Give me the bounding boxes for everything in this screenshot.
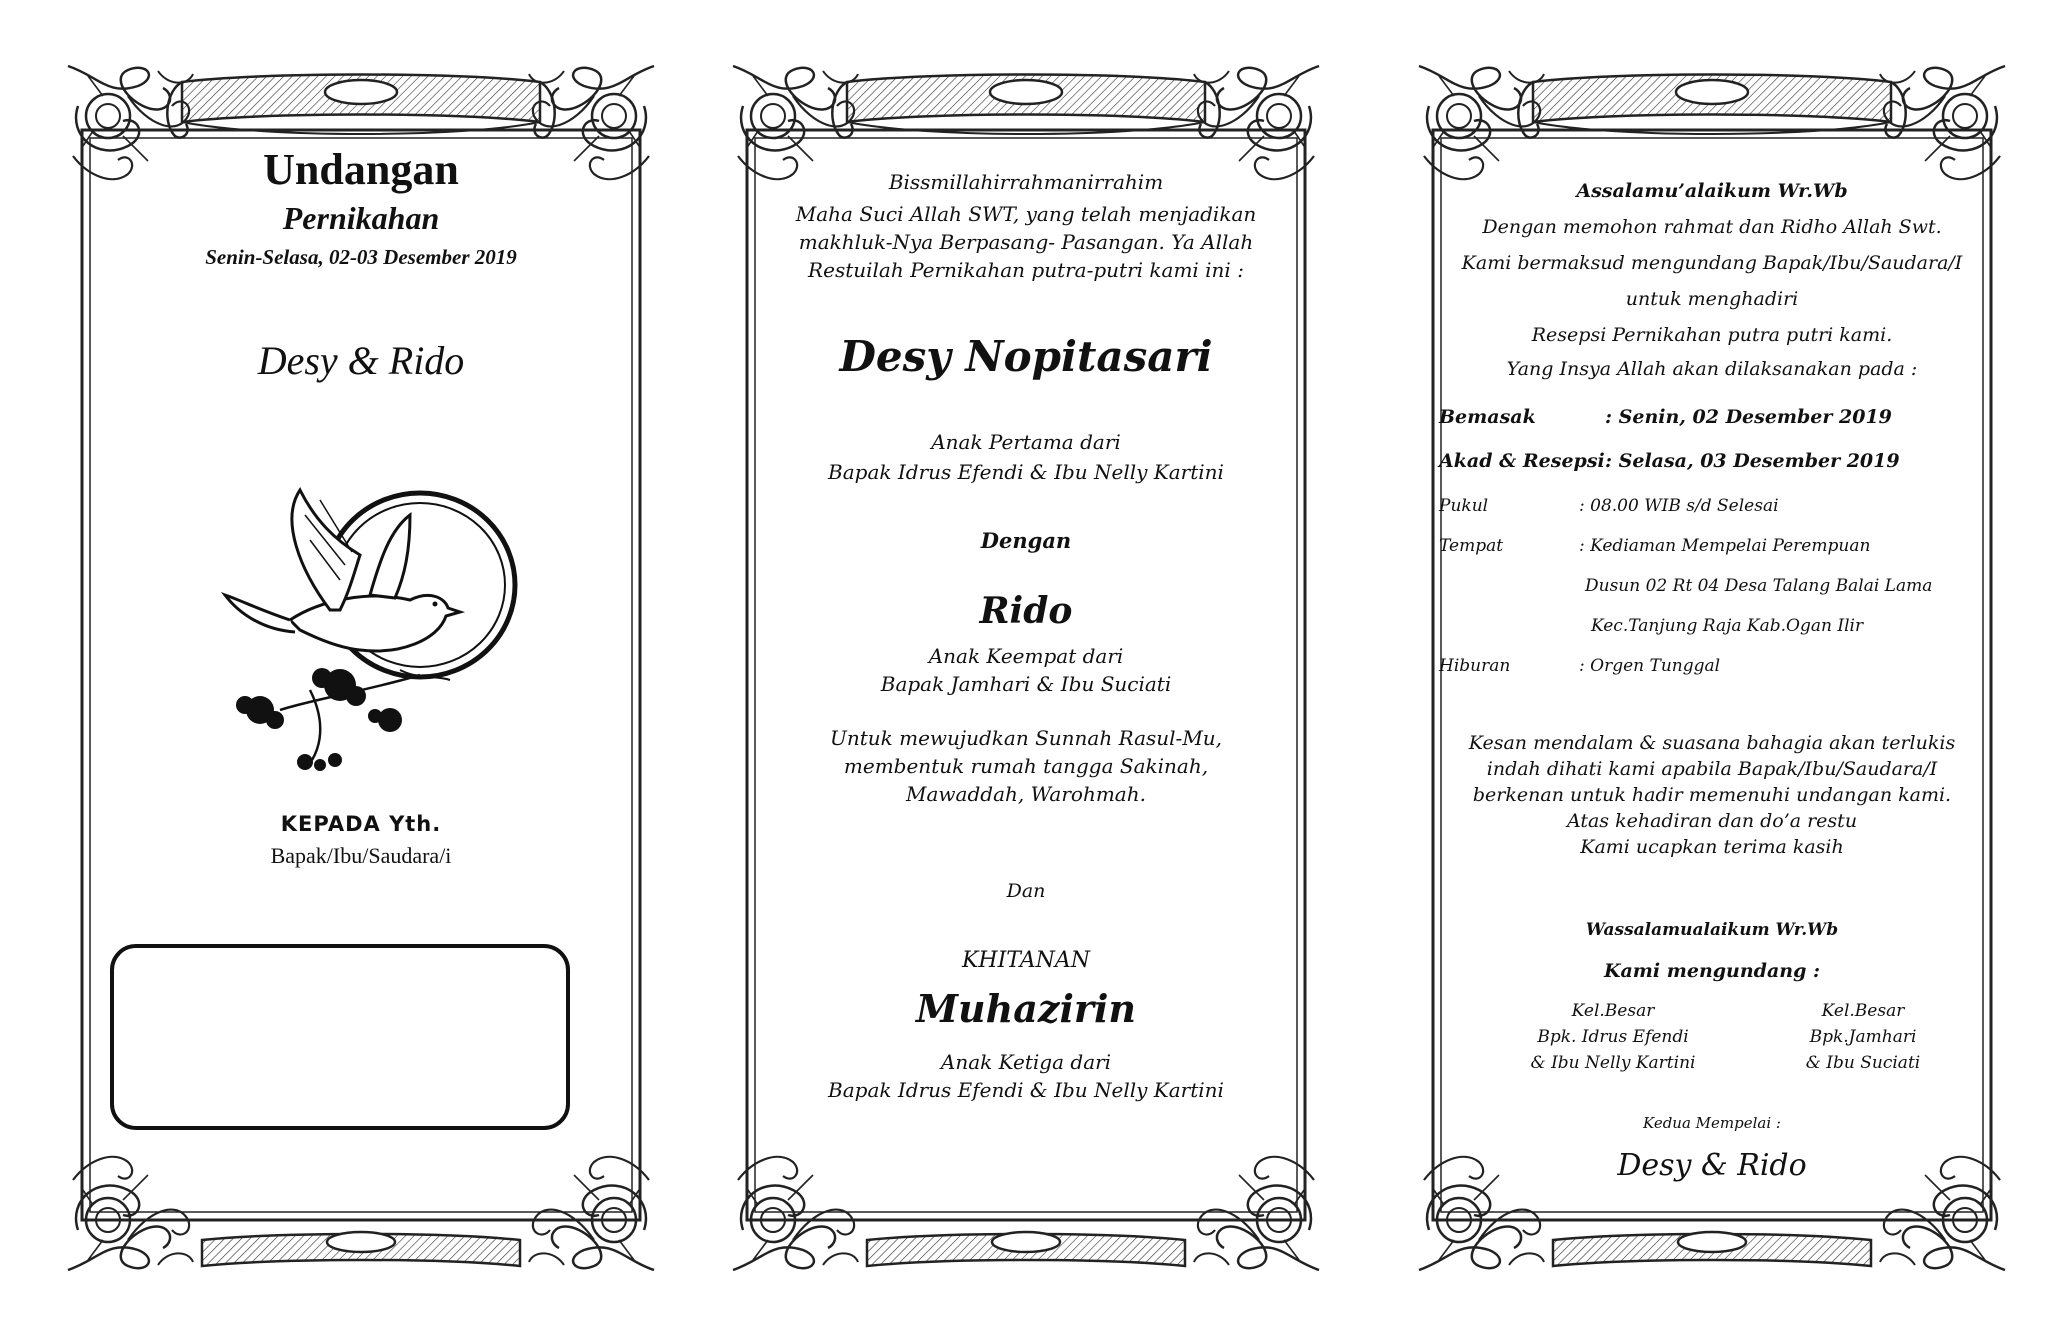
with-text: Dengan: [980, 528, 1072, 553]
middle-content: [767, 60, 1285, 1276]
closing-line-4: Atas kehadiran dan do’a restu: [1566, 810, 1858, 832]
address-box: [110, 944, 570, 1130]
schedule-label: Bemasak: [1439, 406, 1536, 428]
inviter-family-right: [1743, 998, 1983, 1076]
prayer-line-1: Maha Suci Allah SWT, yang telah menjadikan: [795, 202, 1257, 226]
details-panel: [1413, 60, 2011, 1276]
details-content: [1439, 60, 1971, 1276]
recipient-heading: KEPADA Yth.: [280, 812, 442, 836]
detail-label: Pukul: [1439, 496, 1489, 516]
groom-name: Rido: [979, 590, 1073, 632]
detail-value: : 08.00 WIB s/d Selesai: [1579, 496, 1779, 516]
detail-value: : Orgen Tunggal: [1579, 656, 1721, 676]
couple-signature: Desy & Rido: [1617, 1148, 1807, 1183]
schedule-label: Akad & Resepsi: [1439, 450, 1605, 472]
couple-names: Desy & Rido: [257, 338, 465, 383]
bismillah-text: Bissmillahirrahmanirrahim: [888, 170, 1164, 194]
inviter-line: & Ibu Suciati: [1805, 1053, 1921, 1073]
schedule-value: : Selasa, 03 Desember 2019: [1605, 450, 1900, 472]
inviter-line: & Ibu Nelly Kartini: [1530, 1053, 1696, 1073]
invitation-subtitle: Pernikahan: [282, 200, 440, 236]
inviter-family-left: [1493, 998, 1733, 1076]
inviter-line: Kel.Besar: [1821, 1001, 1905, 1021]
detail-value: Kec.Tanjung Raja Kab.Ogan Ilir: [1591, 616, 1864, 636]
inviters-heading: Kami mengundang :: [1603, 960, 1820, 982]
detail-value: Dusun 02 Rt 04 Desa Talang Balai Lama: [1585, 576, 1933, 596]
purpose-line-1: Untuk mewujudkan Sunnah Rasul-Mu,: [829, 726, 1223, 750]
invitation-title: Undangan: [263, 145, 459, 194]
purpose-line-2: membentuk rumah tangga Sakinah,: [843, 754, 1209, 778]
dove-ring-illustration-icon: [220, 480, 540, 780]
inviter-line: Bpk. Idrus Efendi: [1537, 1027, 1689, 1047]
greeting: Assalamu’alaikum Wr.Wb: [1576, 180, 1848, 202]
couple-heading: Kedua Mempelai :: [1643, 1114, 1781, 1132]
event-date: Senin-Selasa, 02-03 Desember 2019: [205, 245, 517, 269]
bride-child-order: Anak Pertama dari: [931, 430, 1121, 454]
cover-panel: [62, 60, 660, 1276]
prayer-line-2: makhluk-Nya Berpasang- Pasangan. Ya Allah: [798, 230, 1254, 254]
intro-line-1: Dengan memohon rahmat dan Ridho Allah Swt.: [1482, 216, 1942, 238]
middle-panel: [727, 60, 1325, 1276]
recipient-label: Bapak/Ibu/Saudara/i: [270, 843, 452, 868]
inviter-line: Bpk.Jamhari: [1809, 1027, 1917, 1047]
prayer-line-3: Restuilah Pernikahan putra-putri kami ini :: [808, 258, 1244, 282]
detail-label: Tempat: [1439, 536, 1504, 556]
bride-name: Desy Nopitasari: [839, 332, 1213, 381]
groom-child-order: Anak Keempat dari: [928, 644, 1124, 668]
schedule-value: : Senin, 02 Desember 2019: [1605, 406, 1892, 428]
detail-label: Hiburan: [1439, 656, 1511, 676]
circumcision-parents: Bapak Idrus Efendi & Ibu Nelly Kartini: [828, 1078, 1224, 1102]
closing-line-1: Kesan mendalam & suasana bahagia akan terlukis: [1468, 732, 1956, 754]
circumcision-child-order: Anak Ketiga dari: [940, 1050, 1112, 1074]
groom-parents: Bapak Jamhari & Ibu Suciati: [880, 672, 1172, 696]
closing-line-3: berkenan untuk hadir memenuhi undangan kami.: [1472, 784, 1952, 806]
intro-line-4: Resepsi Pernikahan putra putri kami.: [1531, 324, 1893, 346]
and-text: Dan: [1006, 880, 1046, 902]
closing-line-2: indah dihati kami apabila Bapak/Ibu/Saudara/I: [1486, 758, 1938, 780]
farewell: Wassalamualaikum Wr.Wb: [1585, 920, 1839, 940]
circumcision-label: KHITANAN: [961, 948, 1091, 973]
bride-parents: Bapak Idrus Efendi & Ibu Nelly Kartini: [828, 460, 1224, 484]
intro-line-2: Kami bermaksud mengundang Bapak/Ibu/Saudara/I: [1461, 252, 1963, 274]
purpose-line-3: Mawaddah, Warohmah.: [906, 782, 1146, 806]
detail-value: : Kediaman Mempelai Perempuan: [1579, 536, 1871, 556]
closing-line-5: Kami ucapkan terima kasih: [1580, 836, 1844, 858]
intro-line-3: untuk menghadiri: [1625, 288, 1799, 310]
circumcision-name: Muhazirin: [915, 986, 1137, 1031]
intro-line-5: Yang Insya Allah akan dilaksanakan pada :: [1506, 358, 1918, 380]
inviter-line: Kel.Besar: [1571, 1001, 1655, 1021]
